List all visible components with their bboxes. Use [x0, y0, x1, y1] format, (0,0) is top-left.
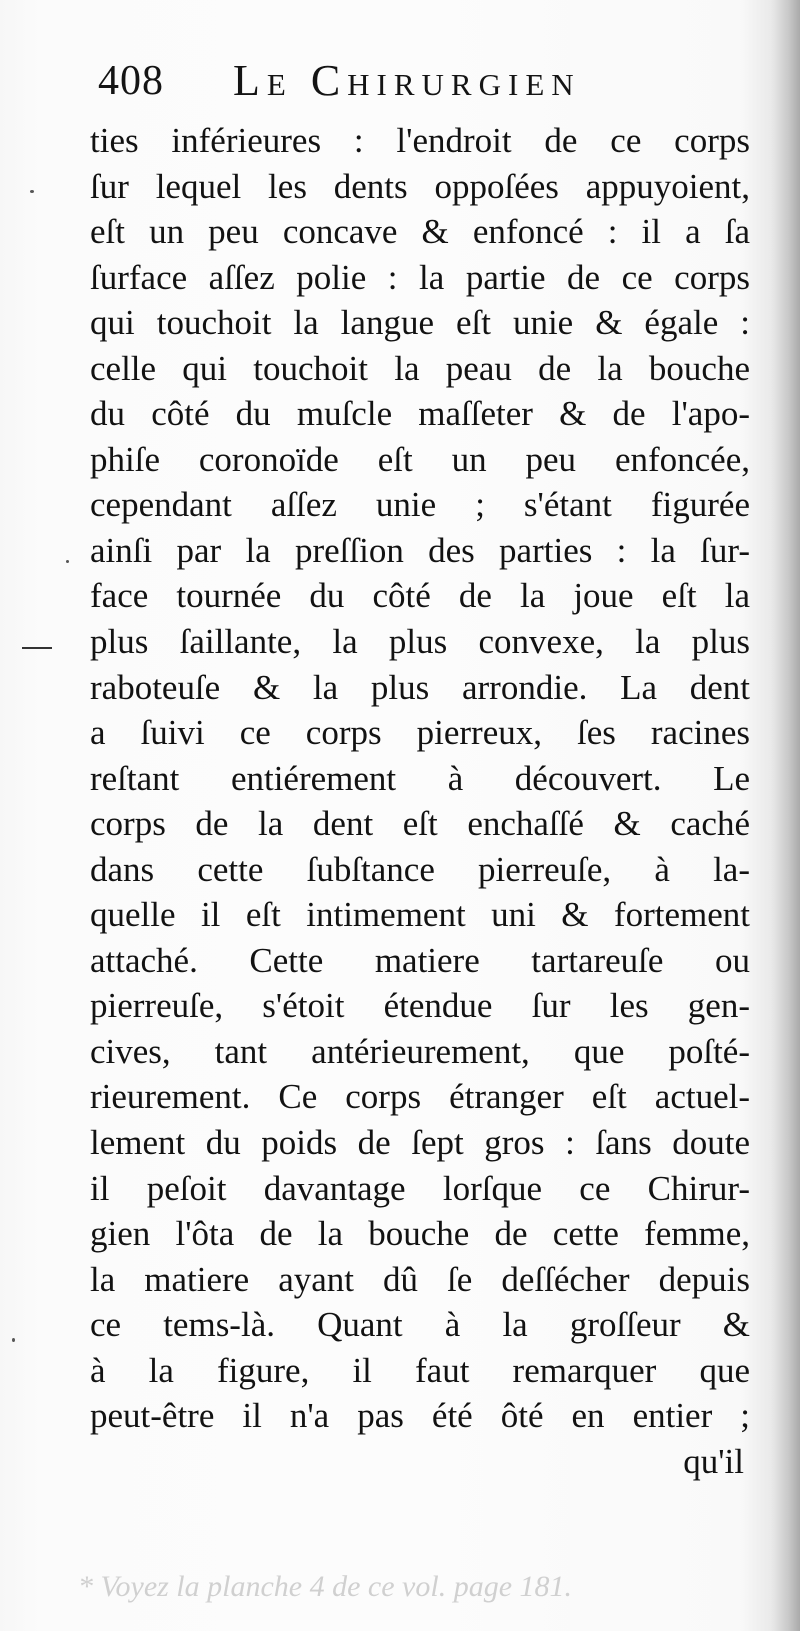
text-line: a ſuivi ce corps pierreux, ſes racines [90, 713, 750, 753]
running-title: Le Chirurgien [233, 56, 581, 105]
text-line: attaché. Cette matiere tartareuſe ou [90, 940, 750, 980]
text-line: phiſe coronoïde eſt un peu enfoncée, [90, 439, 750, 479]
text-line: pierreuſe, s'étoit étendue ſur les gen- [90, 986, 750, 1026]
margin-mark [22, 647, 52, 649]
text-line: à la figure, il faut remarquer que [90, 1350, 750, 1390]
text-line: lement du poids de ſept gros : ſans doute [90, 1123, 750, 1163]
ink-speck [12, 1338, 15, 1342]
body-text [90, 118, 750, 1484]
text-line: dans cette ſubſtance pierreuſe, à la- [90, 849, 750, 889]
text-line: raboteuſe & la plus arrondie. La dent [90, 667, 750, 707]
catchword: qu'il [683, 1441, 744, 1481]
text-line: cives, tant antérieurement, que poſté- [90, 1031, 750, 1071]
text-line: reſtant entiérement à découvert. Le [90, 758, 750, 798]
bleed-through-footnote: * Voyez la planche 4 de ce vol. page 181. [78, 1570, 573, 1603]
text-line: qui touchoit la langue eſt unie & égale : [90, 303, 750, 343]
ink-speck [66, 560, 69, 563]
page-header [98, 55, 758, 115]
gutter-shadow [770, 0, 800, 1631]
text-line: corps de la dent eſt enchaſſé & caché [90, 804, 750, 844]
ink-speck [30, 190, 34, 193]
text-line: celle qui touchoit la peau de la bouche [90, 348, 750, 388]
text-line: il peſoit davantage lorſque ce Chirur- [90, 1168, 750, 1208]
text-line: quelle il eſt intimement uni & fortement [90, 895, 750, 935]
text-line: cependant aſſez unie ; s'étant figurée [90, 485, 750, 525]
text-line: eſt un peu concave & enfoncé : il a ſa [90, 212, 750, 252]
text-line: ſur lequel les dents oppoſées appuyoient, [90, 166, 750, 206]
text-line: ce tems-là. Quant à la groſſeur & [90, 1305, 750, 1345]
text-line: peut-être il n'a pas été ôté en entier ; [90, 1396, 750, 1436]
text-line: rieurement. Ce corps étranger eſt actuel- [90, 1077, 750, 1117]
text-line: gien l'ôta de la bouche de cette femme, [90, 1214, 750, 1254]
text-line: face tournée du côté de la joue eſt la [90, 576, 750, 616]
text-line: la matiere ayant dû ſe deſſécher depuis [90, 1259, 750, 1299]
text-line: ainſi par la preſſion des parties : la ſur- [90, 530, 750, 570]
text-line: ſurface aſſez polie : la partie de ce corps [90, 257, 750, 297]
text-line: ties inférieures : l'endroit de ce corps [90, 121, 750, 160]
page-number: 408 [98, 58, 164, 104]
text-line: plus ſaillante, la plus convexe, la plus [90, 622, 750, 662]
text-line: du côté du muſcle maſſeter & de l'apo- [90, 394, 750, 434]
